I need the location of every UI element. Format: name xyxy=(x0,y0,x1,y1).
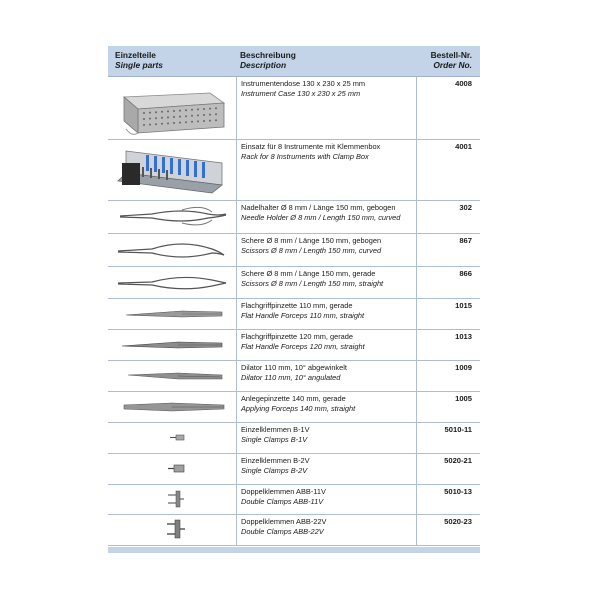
table-row xyxy=(108,392,480,423)
table-row xyxy=(108,515,480,546)
description-en: Rack for 8 Instruments with Clamp Box xyxy=(241,151,369,161)
table-row xyxy=(108,361,480,392)
description-en: Dilator 110 mm, 10° angulated xyxy=(241,372,341,382)
description-en: Single Clamps B-1V xyxy=(241,434,308,444)
description-en: Double Clamps ABB-11V xyxy=(241,496,324,506)
table-row xyxy=(108,454,480,485)
straight-scissors-icon xyxy=(108,267,236,298)
row-description xyxy=(236,234,416,266)
double-clamp-icon xyxy=(108,515,236,545)
description-en: Flat Handle Forceps 120 mm, straight xyxy=(241,341,365,351)
order-number: 302 xyxy=(416,201,480,233)
curved-scissors-icon xyxy=(108,234,236,266)
forceps-icon xyxy=(108,299,236,329)
order-number: 1015 xyxy=(416,299,480,329)
table-row xyxy=(108,485,480,515)
parts-table xyxy=(108,46,480,546)
table-footer-bar xyxy=(108,547,480,553)
order-number: 867 xyxy=(416,234,480,266)
row-description xyxy=(236,515,416,545)
instrument-rack-icon xyxy=(108,140,236,200)
header-single-parts xyxy=(108,46,236,76)
row-description xyxy=(236,77,416,139)
description-de: Einzelklemmen B-1V xyxy=(241,425,310,434)
description-de: Doppelklemmen ABB-11V xyxy=(241,487,326,496)
description-en: Instrument Case 130 x 230 x 25 mm xyxy=(241,88,361,98)
header-col2-en: Description xyxy=(240,60,287,70)
table-row xyxy=(108,77,480,140)
needle-holder-icon xyxy=(108,201,236,233)
order-number: 5010-13 xyxy=(416,485,480,514)
instrument-case-icon xyxy=(108,77,236,139)
row-description xyxy=(236,140,416,200)
double-clamp-icon xyxy=(108,485,236,514)
row-description xyxy=(236,485,416,514)
row-description xyxy=(236,330,416,360)
row-description xyxy=(236,361,416,391)
description-de: Anlegepinzette 140 mm, gerade xyxy=(241,394,346,403)
header-description xyxy=(236,46,416,76)
row-description xyxy=(236,267,416,298)
order-number: 1009 xyxy=(416,361,480,391)
table-row xyxy=(108,234,480,267)
row-description xyxy=(236,299,416,329)
row-description xyxy=(236,201,416,233)
order-number: 5020-23 xyxy=(416,515,480,545)
description-de: Flachgriffpinzette 110 mm, gerade xyxy=(241,301,353,310)
description-de: Einzelklemmen B-2V xyxy=(241,456,310,465)
description-en: Scissors Ø 8 mm / Length 150 mm, curved xyxy=(241,245,382,255)
description-en: Double Clamps ABB-22V xyxy=(241,526,324,536)
table-header xyxy=(108,46,480,77)
single-clamp-icon xyxy=(108,423,236,453)
description-de: Doppelklemmen ABB-22V xyxy=(241,517,327,526)
description-de: Dilator 110 mm, 10° abgewinkelt xyxy=(241,363,347,372)
order-number: 5020-21 xyxy=(416,454,480,484)
description-en: Applying Forceps 140 mm, straight xyxy=(241,403,356,413)
header-order-no xyxy=(416,46,480,76)
description-en: Needle Holder Ø 8 mm / Length 150 mm, curved xyxy=(241,212,401,222)
order-number: 1013 xyxy=(416,330,480,360)
row-description xyxy=(236,392,416,422)
header-col3-de: Bestell-Nr. xyxy=(430,50,472,60)
description-de: Nadelhalter Ø 8 mm / Länge 150 mm, gebogen xyxy=(241,203,396,212)
row-description xyxy=(236,423,416,453)
description-de: Instrumentendose 130 x 230 x 25 mm xyxy=(241,79,366,88)
single-clamp-icon xyxy=(108,454,236,484)
header-col1-de: Einzelteile xyxy=(115,50,156,60)
description-en: Scissors Ø 8 mm / Length 150 mm, straight xyxy=(241,278,384,288)
table-row xyxy=(108,423,480,454)
order-number: 866 xyxy=(416,267,480,298)
order-number: 4008 xyxy=(416,77,480,139)
dilator-icon xyxy=(108,361,236,391)
description-en: Flat Handle Forceps 110 mm, straight xyxy=(241,310,365,320)
description-de: Einsatz für 8 Instrumente mit Klemmenbox xyxy=(241,142,381,151)
header-col3-en: Order No. xyxy=(433,60,472,70)
table-row xyxy=(108,140,480,201)
applying-forceps-icon xyxy=(108,392,236,422)
forceps-icon xyxy=(108,330,236,360)
order-number: 4001 xyxy=(416,140,480,200)
table-row xyxy=(108,299,480,330)
order-number: 5010-11 xyxy=(416,423,480,453)
table-row xyxy=(108,201,480,234)
description-de: Schere Ø 8 mm / Länge 150 mm, gerade xyxy=(241,269,376,278)
table-row xyxy=(108,330,480,361)
row-description xyxy=(236,454,416,484)
description-de: Flachgriffpinzette 120 mm, gerade xyxy=(241,332,354,341)
table-row xyxy=(108,267,480,299)
description-de: Schere Ø 8 mm / Länge 150 mm, gebogen xyxy=(241,236,382,245)
header-col1-en: Single parts xyxy=(115,60,163,70)
header-col2-de: Beschreibung xyxy=(240,50,296,60)
description-en: Single Clamps B-2V xyxy=(241,465,308,475)
order-number: 1005 xyxy=(416,392,480,422)
